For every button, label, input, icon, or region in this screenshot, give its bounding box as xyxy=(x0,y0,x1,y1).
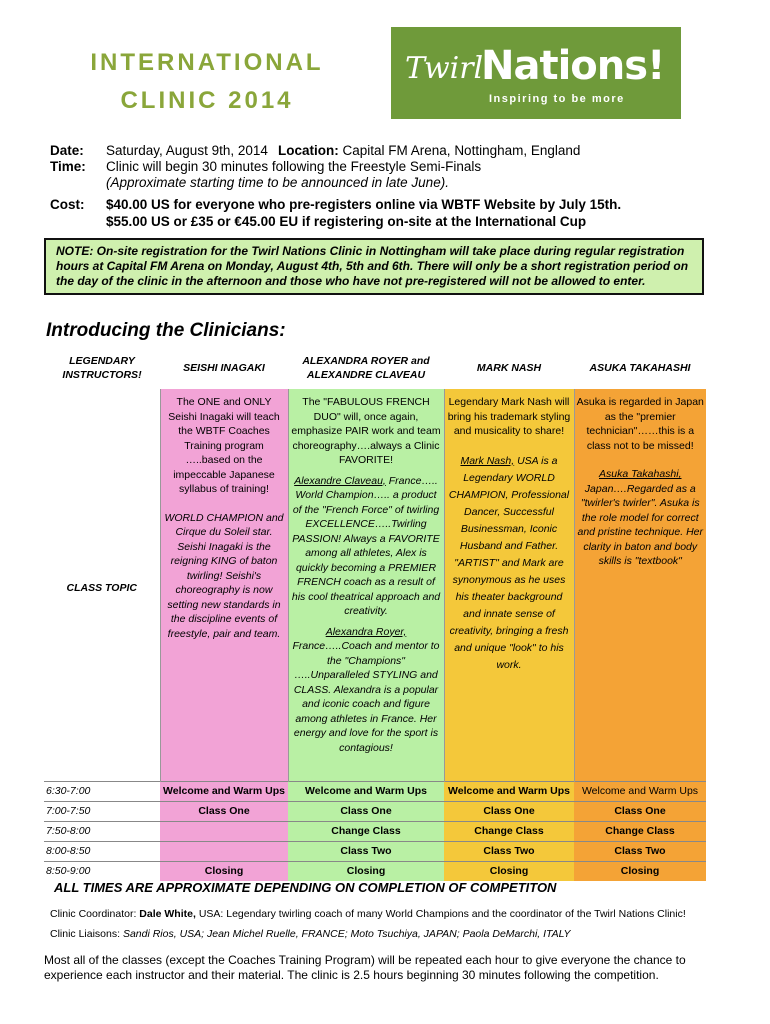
clinic-liaisons: Clinic Liaisons: Sandi Rios, USA; Jean Michel Ruelle, FRANCE; Moto Tsuchiya, JAPAN; Paola DeMarchi, ITALY xyxy=(50,928,571,940)
asuka-slot: Welcome and Warm Ups xyxy=(574,782,706,802)
seishi-slot xyxy=(160,822,288,842)
claveau-bio: France….. World Champion….. a product of the "French Force" of twirling EXCELLENCE…..Twirling PASSION! Always a FAVORITE among all athletes, Alex is quickly becoming a PREMIER FRENCH coach as a result of his cool theatrical approach and creativity. xyxy=(291,474,441,617)
royer-para-2 xyxy=(291,474,442,619)
royer-slot: Class Two xyxy=(288,842,444,862)
registration-note: NOTE: On-site registration for the Twirl Nations Clinic in Nottingham will take place during regular registration hours at Capital FM Arena on Monday, August 4th, 5th and 6th. There will only be a short registration period on the day of the clinic in the afternoon and those who have not pre-registered will not be allowed to enter. xyxy=(44,238,704,295)
seishi-para-1: The ONE and ONLY Seishi Inagaki will teach the WBTF Coaches Training program …..based on the impeccable Japanese syllabus of training! xyxy=(168,396,280,495)
title-line-2: CLINIC 2014 xyxy=(120,87,294,114)
royer-description xyxy=(288,389,444,782)
cost-label: Cost: xyxy=(50,197,85,212)
nash-para-1: Legendary Mark Nash will bring his trademark styling and musicality to share! xyxy=(447,396,571,437)
nash-slot: Class One xyxy=(444,802,574,822)
header-seishi: SEISHI INAGAKI xyxy=(183,361,265,374)
class-topic-row xyxy=(44,389,706,782)
royer-para-1: The "FABULOUS FRENCH DUO" will, once again, emphasize PAIR work and team choreography….always a Clinic FAVORITE! xyxy=(291,396,441,466)
schedule-time: 8:00-8:50 xyxy=(44,842,160,862)
nash-slot: Change Class xyxy=(444,822,574,842)
header-mark-nash: MARK NASH xyxy=(476,361,542,374)
schedule-time: 7:50-8:00 xyxy=(44,822,160,842)
asuka-slot: Class One xyxy=(574,802,706,822)
asuka-para-2 xyxy=(577,467,705,569)
clinic-coordinator: Clinic Coordinator: Dale White, USA: Legendary twirling coach of many World Champions and the coordinator of the Twirl Nations Clinic! xyxy=(50,908,686,920)
schedule-row xyxy=(44,782,706,802)
seishi-slot: Welcome and Warm Ups xyxy=(160,782,288,802)
royer-slot: Welcome and Warm Ups xyxy=(288,782,444,802)
schedule-time: 7:00-7:50 xyxy=(44,802,160,822)
header-legendary: LEGENDARY INSTRUCTORS! xyxy=(62,354,142,381)
nash-description xyxy=(444,389,574,782)
nash-name: Mark Nash, xyxy=(460,454,515,467)
time-note: (Approximate starting time to be announced in late June). xyxy=(106,175,449,190)
class-topic-label: CLASS TOPIC xyxy=(66,581,137,594)
cost-line-2: $55.00 US or £35 or €45.00 EU if registering on-site at the International Cup xyxy=(106,214,587,229)
nash-slot: Welcome and Warm Ups xyxy=(444,782,574,802)
location: Location: Capital FM Arena, Nottingham, England xyxy=(278,143,581,158)
nash-para-2 xyxy=(447,453,572,674)
logo-main: Nations! xyxy=(481,43,665,89)
claveau-name: Alexandre Claveau, xyxy=(294,474,386,487)
section-heading: Introducing the Clinicians: xyxy=(46,320,286,341)
asuka-slot: Change Class xyxy=(574,822,706,842)
time-label: Time: xyxy=(50,159,86,174)
royer-slot: Change Class xyxy=(288,822,444,842)
schedule-row xyxy=(44,862,706,882)
asuka-description xyxy=(574,389,706,782)
seishi-slot: Class One xyxy=(160,802,288,822)
schedule-row xyxy=(44,802,706,822)
seishi-slot: Closing xyxy=(160,862,288,882)
clinicians-table xyxy=(44,347,706,881)
logo-tagline: Inspiring to be more xyxy=(489,93,625,105)
time-value: Clinic will begin 30 minutes following the Freestyle Semi-Finals xyxy=(106,159,482,174)
asuka-name: Asuka Takahashi, xyxy=(599,468,682,480)
royer-slot: Class One xyxy=(288,802,444,822)
asuka-slot: Class Two xyxy=(574,842,706,862)
asuka-bio: Japan….Regarded as a "twirler's twirler". Asuka is the role model for correct and pristine technique. Her clarity in baton and body skills is "textbook" xyxy=(577,482,703,567)
footer-text: Most all of the classes (except the Coaches Training Program) will be repeated each hour to give everyone the chance to experience each instructor and their material. The clinic is 2.5 hours beginning 30 minutes following the competition. xyxy=(44,953,686,982)
schedule-row xyxy=(44,842,706,862)
table-header-row xyxy=(44,347,706,389)
seishi-description xyxy=(160,389,288,782)
cost-line-1: $40.00 US for everyone who pre-registers online via WBTF Website by July 15th. xyxy=(106,197,622,212)
asuka-para-1: Asuka is regarded in Japan as the "premier technician"……this is a class not to be missed! xyxy=(576,396,704,452)
date-label: Date: xyxy=(50,143,84,158)
royer-name: Alexandra Royer, xyxy=(325,625,407,638)
royer-slot: Closing xyxy=(288,862,444,882)
title-line-1: INTERNATIONAL xyxy=(90,49,324,76)
schedule-row xyxy=(44,822,706,842)
asuka-slot: Closing xyxy=(574,862,706,882)
header-asuka: ASUKA TAKAHASHI xyxy=(589,361,691,374)
seishi-para-2: WORLD CHAMPION and Cirque du Soleil star. Seishi Inagaki is the reigning KING of baton twirling! Seishi's choreography is now setting new standards in the discipline events of freestyle, pair and team. xyxy=(164,511,284,640)
royer-bio: France…..Coach and mentor to the "Champions" …..Unparalleled STYLING and CLASS. Alexandra is a popular and iconic coach and figure among athletes in France. Her energy and love for the sport is contagious! xyxy=(292,640,440,754)
header-royer-claveau: ALEXANDRA ROYER and ALEXANDRE CLAVEAU xyxy=(302,354,430,381)
logo-script: Twirl xyxy=(405,51,484,86)
schedule-time: 8:50-9:00 xyxy=(44,862,160,882)
seishi-slot xyxy=(160,842,288,862)
nash-slot: Class Two xyxy=(444,842,574,862)
royer-para-3 xyxy=(291,625,442,756)
twirl-nations-logo xyxy=(391,27,681,119)
schedule-time: 6:30-7:00 xyxy=(44,782,160,802)
all-times-note: ALL TIMES ARE APPROXIMATE DEPENDING ON COMPLETION OF COMPETITON xyxy=(54,880,557,895)
page-title xyxy=(62,44,352,120)
nash-bio: USA is a Legendary WORLD CHAMPION, Professional Dancer, Successful Businessman, Iconic Husband and Father. "ARTIST" and Mark are synonymous as he uses his theater background and innate sense of creativity, bringing a fresh and unique "look" to his work. xyxy=(448,454,570,671)
nash-slot: Closing xyxy=(444,862,574,882)
date-value: Saturday, August 9th, 2014 xyxy=(106,143,268,158)
